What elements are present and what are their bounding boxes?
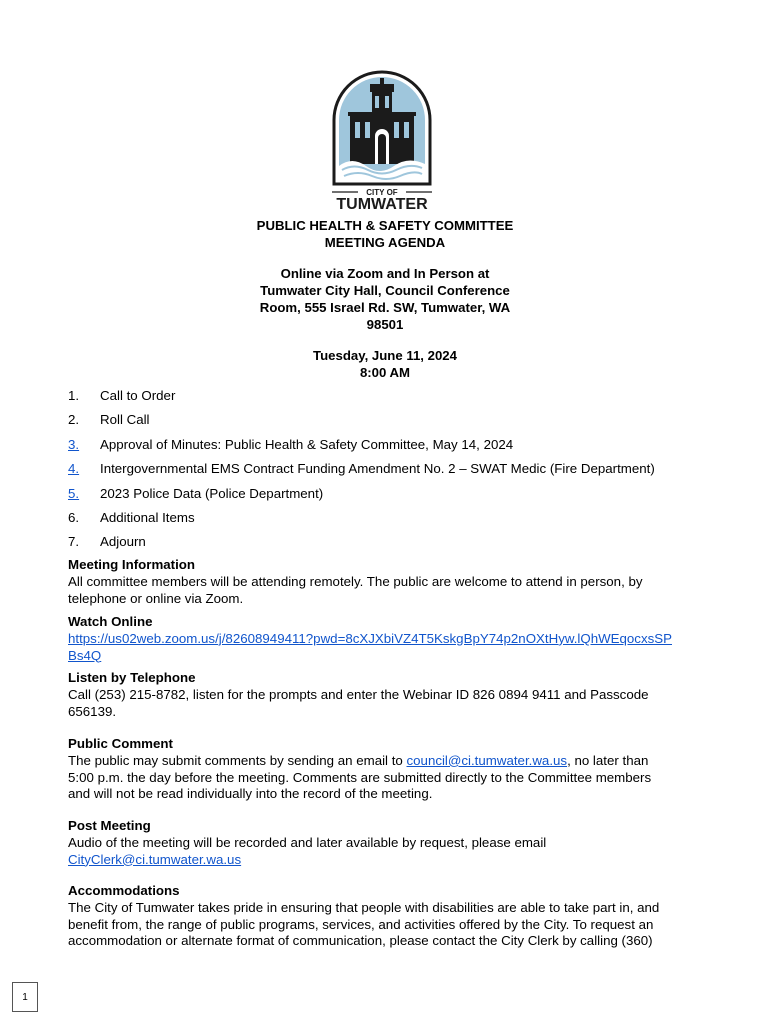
agenda-item-link[interactable]: 5. <box>68 485 80 501</box>
section-heading: Accommodations <box>68 883 180 898</box>
agenda-item-number: 6. <box>68 509 80 525</box>
council-email-link[interactable]: council@ci.tumwater.wa.us <box>406 752 568 768</box>
meeting-time: 8:00 AM <box>359 365 411 380</box>
accommodations-section <box>68 883 708 950</box>
title-line: MEETING AGENDA <box>324 235 446 250</box>
logo-city-of: CITY OF <box>366 188 398 197</box>
page-number: 1 <box>12 982 38 1012</box>
city-clerk-email-link[interactable]: CityClerk@ci.tumwater.wa.us <box>68 851 242 867</box>
agenda-item-link[interactable]: 3. <box>68 436 80 452</box>
post-meeting-section <box>68 818 708 868</box>
title-line: PUBLIC HEALTH & SAFETY COMMITTEE <box>256 218 514 233</box>
agenda-item-number: 1. <box>68 388 80 403</box>
section-text: 5:00 p.m. the day before the meeting. Comments are submitted directly to the Committee members <box>68 769 652 785</box>
agenda-item-number: 2. <box>68 412 80 428</box>
meeting-location <box>0 265 770 333</box>
agenda-item-text: Intergovernmental EMS Contract Funding Amendment No. 2 – SWAT Medic (Fire Department) <box>100 461 655 477</box>
city-logo <box>330 68 434 210</box>
agenda-item-link[interactable]: 4. <box>68 461 80 477</box>
watch-online-section <box>68 614 708 664</box>
location-line: Room, 555 Israel Rd. SW, Tumwater, WA <box>259 300 511 315</box>
section-text: All committee members will be attending remotely. The public are welcome to attend in person, by <box>68 573 643 589</box>
section-text: and will not be read individually into the record of the meeting. <box>68 786 433 802</box>
section-text: telephone or online via Zoom. <box>68 590 244 606</box>
agenda-item <box>68 533 728 557</box>
page-title <box>0 217 770 251</box>
zoom-link-continued[interactable]: Bs4Q <box>68 647 102 663</box>
section-text: benefit from, the range of public programs, services, and activities offered by the City. To request an <box>68 916 654 932</box>
agenda-item-text: Adjourn <box>100 534 146 550</box>
zoom-link[interactable]: https://us02web.zoom.us/j/82608949411?pwd=8cXJXbiVZ4T5KskgBpY74p2nOXtHyw.lQhWEqocxsSP <box>68 630 672 646</box>
section-heading: Watch Online <box>68 614 153 629</box>
section-text: The City of Tumwater takes pride in ensuring that people with disabilities are able to take part in, and <box>68 899 660 915</box>
agenda-item <box>68 387 728 411</box>
section-text: Call (253) 215-8782, listen for the prompts and enter the Webinar ID 826 0894 9411 and Passcode <box>68 686 649 702</box>
agenda-item-text: Additional Items <box>100 509 195 525</box>
agenda-item <box>68 509 728 533</box>
meeting-datetime <box>0 347 770 381</box>
agenda-item <box>68 436 728 460</box>
public-comment-section <box>68 736 708 803</box>
agenda-item <box>68 485 728 509</box>
agenda-item-number: 7. <box>68 534 80 550</box>
meeting-date: Tuesday, June 11, 2024 <box>313 348 457 363</box>
section-text: accommodation or alternate format of communication, please contact the City Clerk by calling (360) <box>68 933 653 949</box>
section-text: 656139. <box>68 703 117 719</box>
agenda-item-text: Approval of Minutes: Public Health & Safety Committee, May 14, 2024 <box>100 436 514 452</box>
agenda-item-text: Call to Order <box>100 388 176 403</box>
section-heading: Public Comment <box>68 736 173 751</box>
agenda-item <box>68 460 728 484</box>
location-line: 98501 <box>366 317 404 332</box>
location-line: Tumwater City Hall, Council Conference <box>260 283 510 298</box>
section-text: The public may submit comments by sending an email to <box>68 752 407 768</box>
agenda-item-text: 2023 Police Data (Police Department) <box>100 485 324 501</box>
agenda-item-text: Roll Call <box>100 412 150 428</box>
section-heading: Listen by Telephone <box>68 670 196 685</box>
section-text: Audio of the meeting will be recorded and later available by request, please email <box>68 834 547 850</box>
location-line: Online via Zoom and In Person at <box>280 266 490 281</box>
section-heading: Post Meeting <box>68 818 151 833</box>
agenda-item <box>68 411 728 435</box>
city-hall-emblem-icon <box>330 68 434 210</box>
agenda-list <box>68 387 728 558</box>
meeting-information-section <box>68 557 708 607</box>
telephone-section <box>68 670 708 720</box>
section-text: , no later than <box>567 752 649 768</box>
logo-name: TUMWATER <box>336 196 428 210</box>
section-heading: Meeting Information <box>68 557 196 572</box>
